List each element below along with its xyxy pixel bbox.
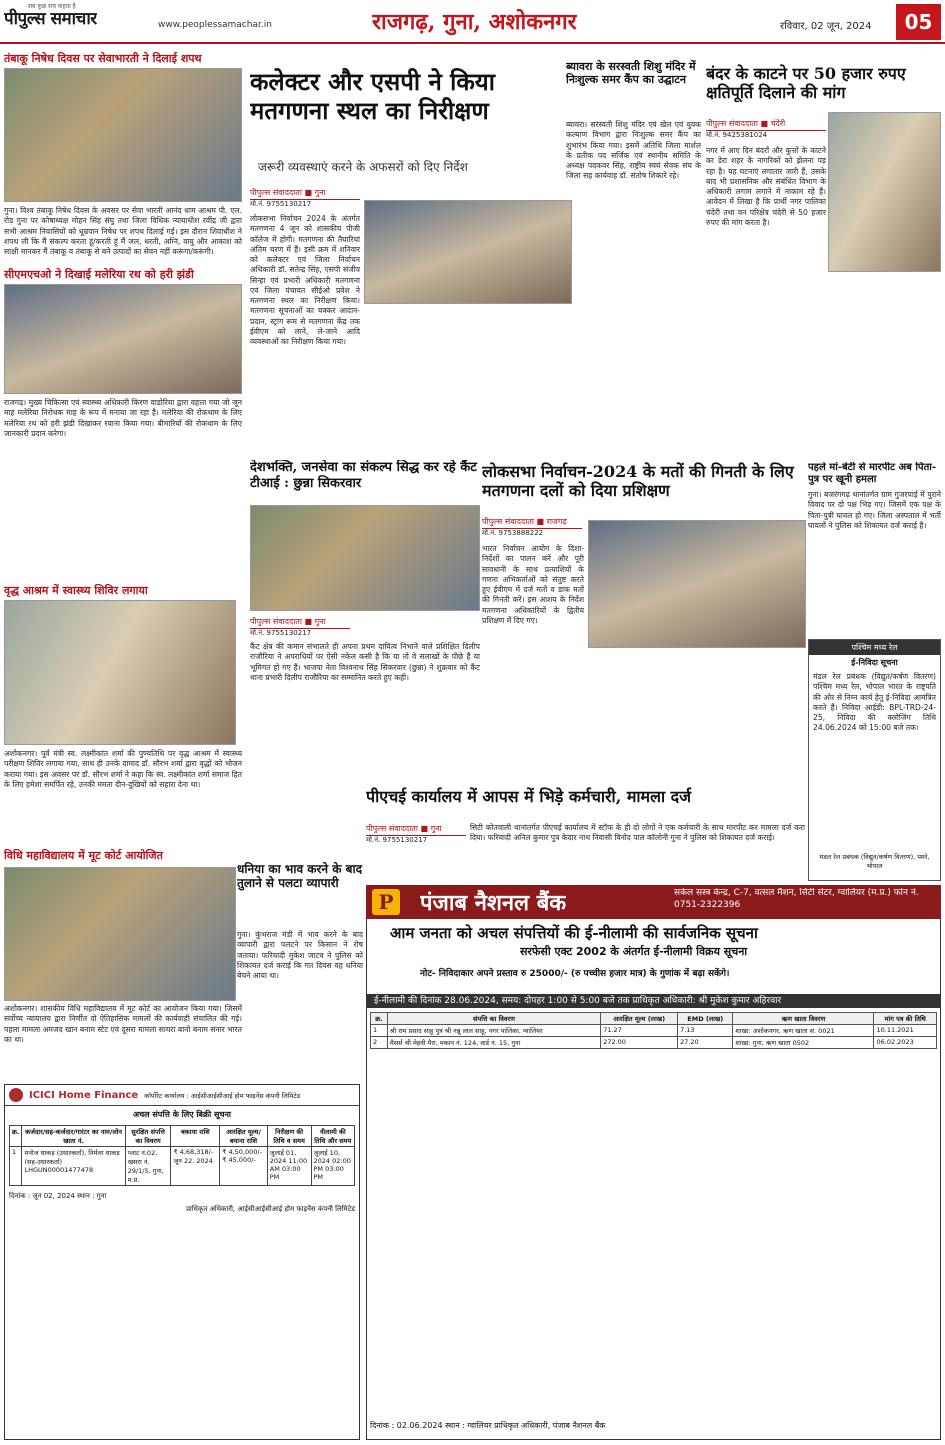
- mobile-monkey: मो.नं. 9425381024: [706, 131, 768, 139]
- pnb-column-header: क्र.: [371, 1013, 388, 1025]
- body-monkey: नगर में आए दिन बंदरों और कुत्तों के काटने का डेरा शहर के नागरिकों को झेलना पड़ रहा है। यह घटनाएं लगातार जारी हैं, उसके बाद भी प्रशासनिक और संबंधित विभाग के अधिकारी लगाम लगाने में नाकाम रहे हैं। आवेदन में लिखा है कि प्रार्थी नगर पालिका चंदेरी तथा वन परिक्षेत्र चंदेरी से 50 हजार रुपए की मांग करता है।: [706, 146, 826, 227]
- pnb-table: [370, 1012, 937, 1049]
- rail-notice-title: पश्चिम मध्य रेल: [809, 640, 940, 655]
- body-coriander: गुना। कुंभराज मंडी में भाव करने के बाद व्यापारी द्वारा पलटने पर किसान ने रोष जताया। फरियादी मुकेश जाटव ने पुलिस को शिकायत दर्ज कराई कि गत दिवस वह धनिया बेचने आया था।: [237, 930, 363, 980]
- pnb-footer: दिनांक : 02.06.2024 स्थान : ग्वालियर प्राधिकृत अधिकारी, पंजाब नैशनल बैंक: [370, 1421, 606, 1430]
- icici-column-header: सुरक्षित संपत्ति का विवरण: [125, 1126, 171, 1147]
- pnb-auction-bar: ई-नीलामी की दिनांक 28.06.2024, समय: दोपहर 1:00 से 5:00 बजे तक प्राधिकृत अधिकारी: श्री मुकेश कुमार अहिरवार: [366, 994, 941, 1008]
- pnb-table-cell: 06.02.2023: [874, 1037, 937, 1049]
- photo-tobacco: [4, 68, 242, 202]
- icici-column-header: क्र.: [10, 1126, 22, 1147]
- pnb-table-cell: शाखा: अशोकनगर, ऋण खाता सं. 0021: [733, 1025, 874, 1037]
- photo-kent-ta: [250, 505, 480, 611]
- headline-monkey: बंदर के काटने पर 50 हजार रुपए क्षतिपूर्ति दिलाने की मांग: [706, 64, 906, 103]
- photo-training: [588, 520, 806, 648]
- icici-auction-notice: [4, 1084, 360, 1440]
- byline-phe-clash: पीपुल्स संवाददाता ■ गुना: [366, 823, 466, 836]
- newspaper-logo[interactable]: पीपुल्स समाचार: [4, 9, 97, 29]
- byline-training: पीपुल्स संवाददाता ■ राजगढ़: [482, 516, 582, 529]
- icici-notice-title: अचल संपत्ति के लिए बिक्री सूचना: [132, 1110, 231, 1119]
- body-moot-court: अशोकनगर। शासकीय विधि महाविद्यालय में मूट कोर्ट का आयोजन किया गया। जिसमें सर्वोच्च न्यायालय द्वारा निर्णीत दो ऐतिहासिक मामलों की कार्यवाही संचालित की गई। पहला मामला अमजद खान बनाम स्टेट एवं दूसरा मामला सायरा बानो बनाम सनार भारत का था।: [4, 1004, 242, 1044]
- icici-column-header: निरीक्षण की तिथि व समय: [267, 1126, 311, 1147]
- headline-kent-ta: देशभक्ति, जनसेवा का संकल्प सिद्ध कर रहे कैंट टीआई : छुन्ना सिकरवार: [250, 460, 477, 491]
- icici-column-header: बकाया राशि: [171, 1126, 220, 1147]
- byline-collector-sp: पीपुल्स संवाददाता ■ गुना: [250, 187, 360, 200]
- pnb-column-header: आरक्षित मूल्य (लाख): [601, 1013, 678, 1025]
- pnb-column-header: ऋण खाता विवरण: [733, 1013, 874, 1025]
- rail-notice-footer: मंडल रेल प्रबंधक (विद्युत/कर्षण वितरण), पमरे, भोपाल: [819, 853, 930, 870]
- byline-kent-ta: पीपुल्स संवाददाता ■ गुना: [250, 616, 350, 629]
- region-title: राजगढ़, गुना, अशोकनगर: [372, 9, 577, 35]
- pnb-table-cell: 2: [371, 1037, 388, 1049]
- pnb-table-cell: 10.11.2021: [874, 1025, 937, 1037]
- pnb-table-cell: 27.20: [678, 1037, 733, 1049]
- mobile-training: मो.नं. 9753888222: [482, 529, 544, 537]
- mobile-collector-sp: मो.नं. 9755130217: [250, 200, 312, 208]
- deck-collector-sp: जरूरी व्यवस्थाएं करने के अफसरों को दिए निर्देश: [258, 160, 468, 174]
- icici-table-cell: ₹ 4,68,318/- जून 22, 2024: [171, 1147, 220, 1186]
- icici-column-header: नीलामी की तिथि और समय: [311, 1126, 354, 1147]
- photo-elder-camp: [4, 600, 236, 745]
- rail-notice-subtitle: ई-निविदा सूचना: [851, 658, 898, 667]
- headline-coriander: धनिया का भाव करने के बाद तुलाने से पलटा व्यापारी: [237, 862, 362, 891]
- photo-malaria: [4, 284, 242, 394]
- body-tobacco: गुना। विश्व तंबाकू निषेध दिवस के अवसर पर सेवा भारती आनंद धाम आश्रम पी. एल. रोड़ गुना पर कोषाध्यक्ष मोहन सिंह संघु तथा जिला विधिक न्यायाधीश रवींद्र जी द्वारा सभी आश्रम निवासियों को धूम्रपान निषेध पर शपथ दिलाई गई। इस दौरान शिवाधीश ने शपथ ली कि मैं संकल्प करता हूं/करती हूं मैं जल, धरती, अग्नि, वायु और आकाश को साक्षी मानकर मैं तंबाकू व तंबाकू से बने उत्पादों का सेवन नहीं करूंगा/करूंगी।: [4, 206, 242, 256]
- icici-table-cell: जुलाई 10, 2024 02:00 PM 03:00 PM: [311, 1147, 354, 1186]
- pnb-table-wrap: [370, 1012, 937, 1049]
- pnb-logo-icon: P: [372, 889, 400, 915]
- pnb-act: सरफेसी एक्ट 2002 के अंतर्गत ई-नीलामी विक्रय सूचना: [520, 945, 748, 958]
- pnb-table-cell: 272.00: [601, 1037, 678, 1049]
- icici-column-header: कर्जदार/सह-कर्जदार/गारंटर का नाम/लोन खाता नं.: [22, 1126, 125, 1147]
- icici-place-date: दिनांक : जून 02, 2024 स्थान : गुना: [9, 1192, 107, 1200]
- pnb-column-header: EMD (लाख): [678, 1013, 733, 1025]
- pnb-name: पंजाब नैशनल बैंक: [420, 890, 567, 916]
- icici-logo-icon: [9, 1088, 23, 1102]
- icici-table: [9, 1125, 355, 1186]
- headline-collector-sp: कलेक्टर और एसपी ने किया मतगणना स्थल का निरीक्षण: [250, 68, 495, 125]
- icici-table-cell: 1: [10, 1147, 22, 1186]
- body-elder-camp: अशोकनगर। पूर्व मंत्री स्व. लक्ष्मीकांत शर्मा की पुण्यतिथि पर वृद्ध आश्रम में स्वास्थ्य परीक्षण शिविर लगाया गया, साथ ही उनके दामाद डॉ. सौरभ शर्मा द्वारा वृद्धों को भोजन कराया गया। इस अवसर पर डॉ. सौरभ शर्मा ने कहा कि स्व. लक्ष्मीकांत शर्मा समाज हित के लिए हमेशा समर्पित रहे, उनकी ममता दीन-दुखियों को सहारा देना था।: [4, 749, 242, 789]
- icici-table-cell: ₹ 4,50,000/- ₹ 45,000/-: [220, 1147, 268, 1186]
- page-number: 05: [896, 4, 941, 40]
- headline-malaria: सीएमएचओ ने दिखाई मलेरिया रथ को हरी झंडी: [4, 268, 194, 281]
- headline-daughter-assault: पहले मां-बेटी से मारपीट अब पिता-पुत्र पर खूनी हमला: [808, 462, 937, 485]
- icici-table-row: [10, 1147, 355, 1186]
- icici-column-header: आरक्षित मूल्य/बयाना राशि: [220, 1126, 268, 1147]
- headline-moot-court: विधि महाविद्यालय में मूट कोर्ट आयोजित: [4, 849, 163, 862]
- mobile-kent-ta: मो.नं. 9755130217: [250, 629, 312, 637]
- headline-training: लोकसभा निर्वाचन-2024 के मतों की गिनती के लिए मतगणना दलों को दिया प्रशिक्षण: [482, 462, 794, 501]
- pnb-table-cell: शाखा: गुना, ऋण खाता 0502: [733, 1037, 874, 1049]
- body-collector-sp: लोकसभा निर्वाचन 2024 के अंतर्गत मतगणना 4 जून को शासकीय पीजी कॉलेज में होगी। मतगणना की तैयारियां अंतिम चरण में हैं। इसी क्रम में शनिवार को कलेक्टर एवं जिला निर्वाचन अधिकारी डॉ. सतेन्द्र सिंह, एसपी संजीव सिन्हा एवं प्रभारी अधिकारी मतगणना एवं जिला पंचायत सीईओ प्रवेश ने मतगणना स्थल का निरीक्षण किया। मतगणना सूचनाओं का चक्कर आदान-प्रदान, स्ट्रांग रूम से मतगणना केंद्र तक ईवीएम को लाने, ले-जाने आदि व्यवस्थाओं का निरीक्षण किया गया।: [250, 214, 360, 346]
- photo-moot-court: [4, 867, 236, 1001]
- icici-table-cell: जुलाई 01, 2024 11:00 AM 03:00 PM: [267, 1147, 311, 1186]
- pnb-column-header: संपत्ति का विवरण: [387, 1013, 600, 1025]
- icici-table-cell: मनोज धाकड़ (उधारकर्ता), निर्मला धाकड़ (सह-उधारकर्ता) LHGUN00001477478: [22, 1147, 125, 1186]
- pnb-table-row: [371, 1025, 937, 1037]
- headline-beawra-camp: ब्यावरा के सरस्वती शिशु मंदिर में निःशुल्क समर कैंप का उद्घाटन: [566, 60, 696, 87]
- pnb-column-header: मांग पत्र की तिथि: [874, 1013, 937, 1025]
- pnb-table-cell: 1: [371, 1025, 388, 1037]
- headline-elder-camp: वृद्ध आश्रम में स्वास्थ्य शिविर लगाया: [4, 584, 148, 597]
- issue-date: रविवार, 02 जून, 2024: [780, 21, 872, 32]
- body-training: भारत निर्वाचन आयोग के दिशा-निर्देशों का पालन करें और पूरी सावधानी के साथ प्रत्याशियों के गणना अभिकर्ताओं को संतुष्ट करते हुए ईवीएम में दर्ज मतों व डाक मतों की गिनती करें। इस आशय के निर्देश मतगणना अधिकारियों के द्वितीय प्रशिक्षण में दिए गए।: [482, 544, 584, 625]
- pnb-bid-note: नोट- निविदाकार अपने प्रस्ताव रु 25000/- (रु पच्चीस हजार मात्र) के गुणांक में बढ़ा सकेंगे।: [420, 969, 730, 979]
- pnb-public-notice: आम जनता को अचल संपत्तियों की ई-नीलामी की सार्वजनिक सूचना: [390, 924, 758, 942]
- byline-monkey: पीपुल्स संवाददाता ■ चंदेरी: [706, 118, 826, 131]
- photo-monkey: [828, 112, 941, 272]
- icici-table-cell: प्लाट नं.02, खसरा नं. 29/1/5, गुना, म.प्र.: [125, 1147, 171, 1186]
- pnb-table-row: [371, 1037, 937, 1049]
- pnb-table-cell: श्री राम प्रसाद साहू पुत्र श्री नन्नू लाल साहू, नगर पालिका, ग्वालियर: [387, 1025, 600, 1037]
- icici-brand: ICICI Home Finance: [29, 1089, 139, 1101]
- site-url[interactable]: www.peoplessamachar.in: [158, 20, 272, 30]
- headline-phe-clash: पीएचई कार्यालय में आपस में भिड़े कर्मचारी, मामला दर्ज: [366, 787, 692, 806]
- icici-signoff: प्राधिकृत अधिकारी, आईसीआईसीआई होम फाइनेंस कंपनी लिमिटेड: [186, 1205, 355, 1213]
- rail-tender-notice: [808, 639, 941, 881]
- mobile-phe-clash: मो.नं. 9755130217: [366, 836, 428, 844]
- pnb-table-cell: 71.27: [601, 1025, 678, 1037]
- pnb-address: सर्कल सस्त्र केन्द्र, C-7, वत्सल मैंशन, सिटी सेंटर, ग्वालियर (म.प्र.) फोन नं. 0751-2322396: [674, 888, 919, 910]
- headline-tobacco: तंबाकू निषेध दिवस पर सेवाभारती ने दिलाई शपथ: [4, 52, 202, 65]
- pnb-table-cell: 7.13: [678, 1025, 733, 1037]
- rail-notice-body: मंडल रेल प्रबंधक (विद्युत/कर्षण वितरण) पश्चिम मध्य रेल, भोपाल भारत के राष्ट्रपति की ओर से निम्न कार्य हेतु ई-निविदा आमंत्रित करते हैं। निविदा आईडी: BPL-TRD-24-25, निविदा की क्लोजिंग तिथि 24.06.2024 को 15:00 बजे तक।: [813, 672, 936, 733]
- icici-header: कॉर्पोरेट कार्यालय : आईसीआईसीआई होम फाइनेंस कंपनी लिमिटेड: [144, 1091, 301, 1100]
- body-malaria: राजगढ़। मुख्य चिकित्सा एवं स्वास्थ्य अधिकारी किरण वाडोरिया द्वारा वहत्ता गया जो जून माह मलेरिया निरोधक माह के रूप में मनाया जा रहा है। मलेरिया की रोकथाम के लिए मलेरिया रथ को हरी झंडी दिखाकर रवाना किया गया। बीमारियों की रोकथाम के लिए जानकारी प्रदान करेगा।: [4, 398, 242, 438]
- body-phe-clash: सिटी कोतवाली थानांतर्गत पीएचई कार्यालय में स्टॉफ के ही दो लोगों ने एक कर्मचारी के साथ मारपीट कर मामला दर्ज करा दिया। फरियादी अनिल कुमार पुत्र केदार नाथ निवासी विनोद पाल कॉलोनी गुना ने पुलिस को शिकायत दर्ज कराई।: [470, 823, 805, 843]
- body-daughter-assault: गुना। बजरंगगढ़ थानांतर्गत ग्राम गुजरपाई में पुराने विवाद पर दो पक्ष भिड़ गए। जिसमें एक पक्ष के पिता-पुत्री घायल हो गए। जिला अस्पताल में भर्ती घायलों ने पुलिस को शिकायत दर्ज कराई है।: [808, 490, 941, 530]
- photo-collector-sp: [364, 200, 572, 304]
- logo-tagline: सब कुछ सच कहता है: [28, 3, 76, 10]
- pnb-table-cell: मैसर्स श्री मेहवी पैरा, मकान नं. 124, वार्ड नं. 15, गुना: [387, 1037, 600, 1049]
- body-kent-ta: कैंट क्षेत्र की कमान संभालते ही अपना प्रथम दायित्व निभाने वाले प्रशिक्षित दिलीप राजौरिया ने अपराधियों पर ऐसी नकेल कसी है कि या तो वे सलाखों के पीछे हैं या भूमिगत हो गए हैं। भाजपा नेता विश्वनाथ सिंह सिकरवार (छुन्ना) ने शुक्रवार को कैंट थाना प्रभारी दिलीप राजौरिया का सम्मानित करते हुए कही।: [250, 642, 480, 682]
- body-beawra-camp: ब्यावरा। सरस्वती शिशु मंदिर एवं खेल एवं युवक कल्याण विभाग द्वारा निःशुल्क समर कैंप का शुभारंभ किया गया। इसमें अतिथि जिला मार्शल के प्रतीक पद सर्जिक एवं स्थानीय समिति के अध्यक्ष पदकवर सिंह, राष्ट्रीय स्वयं सेवक संघ के जिला सह कार्यवाह डॉ. संतोष शिकारे रहे।: [566, 120, 701, 181]
